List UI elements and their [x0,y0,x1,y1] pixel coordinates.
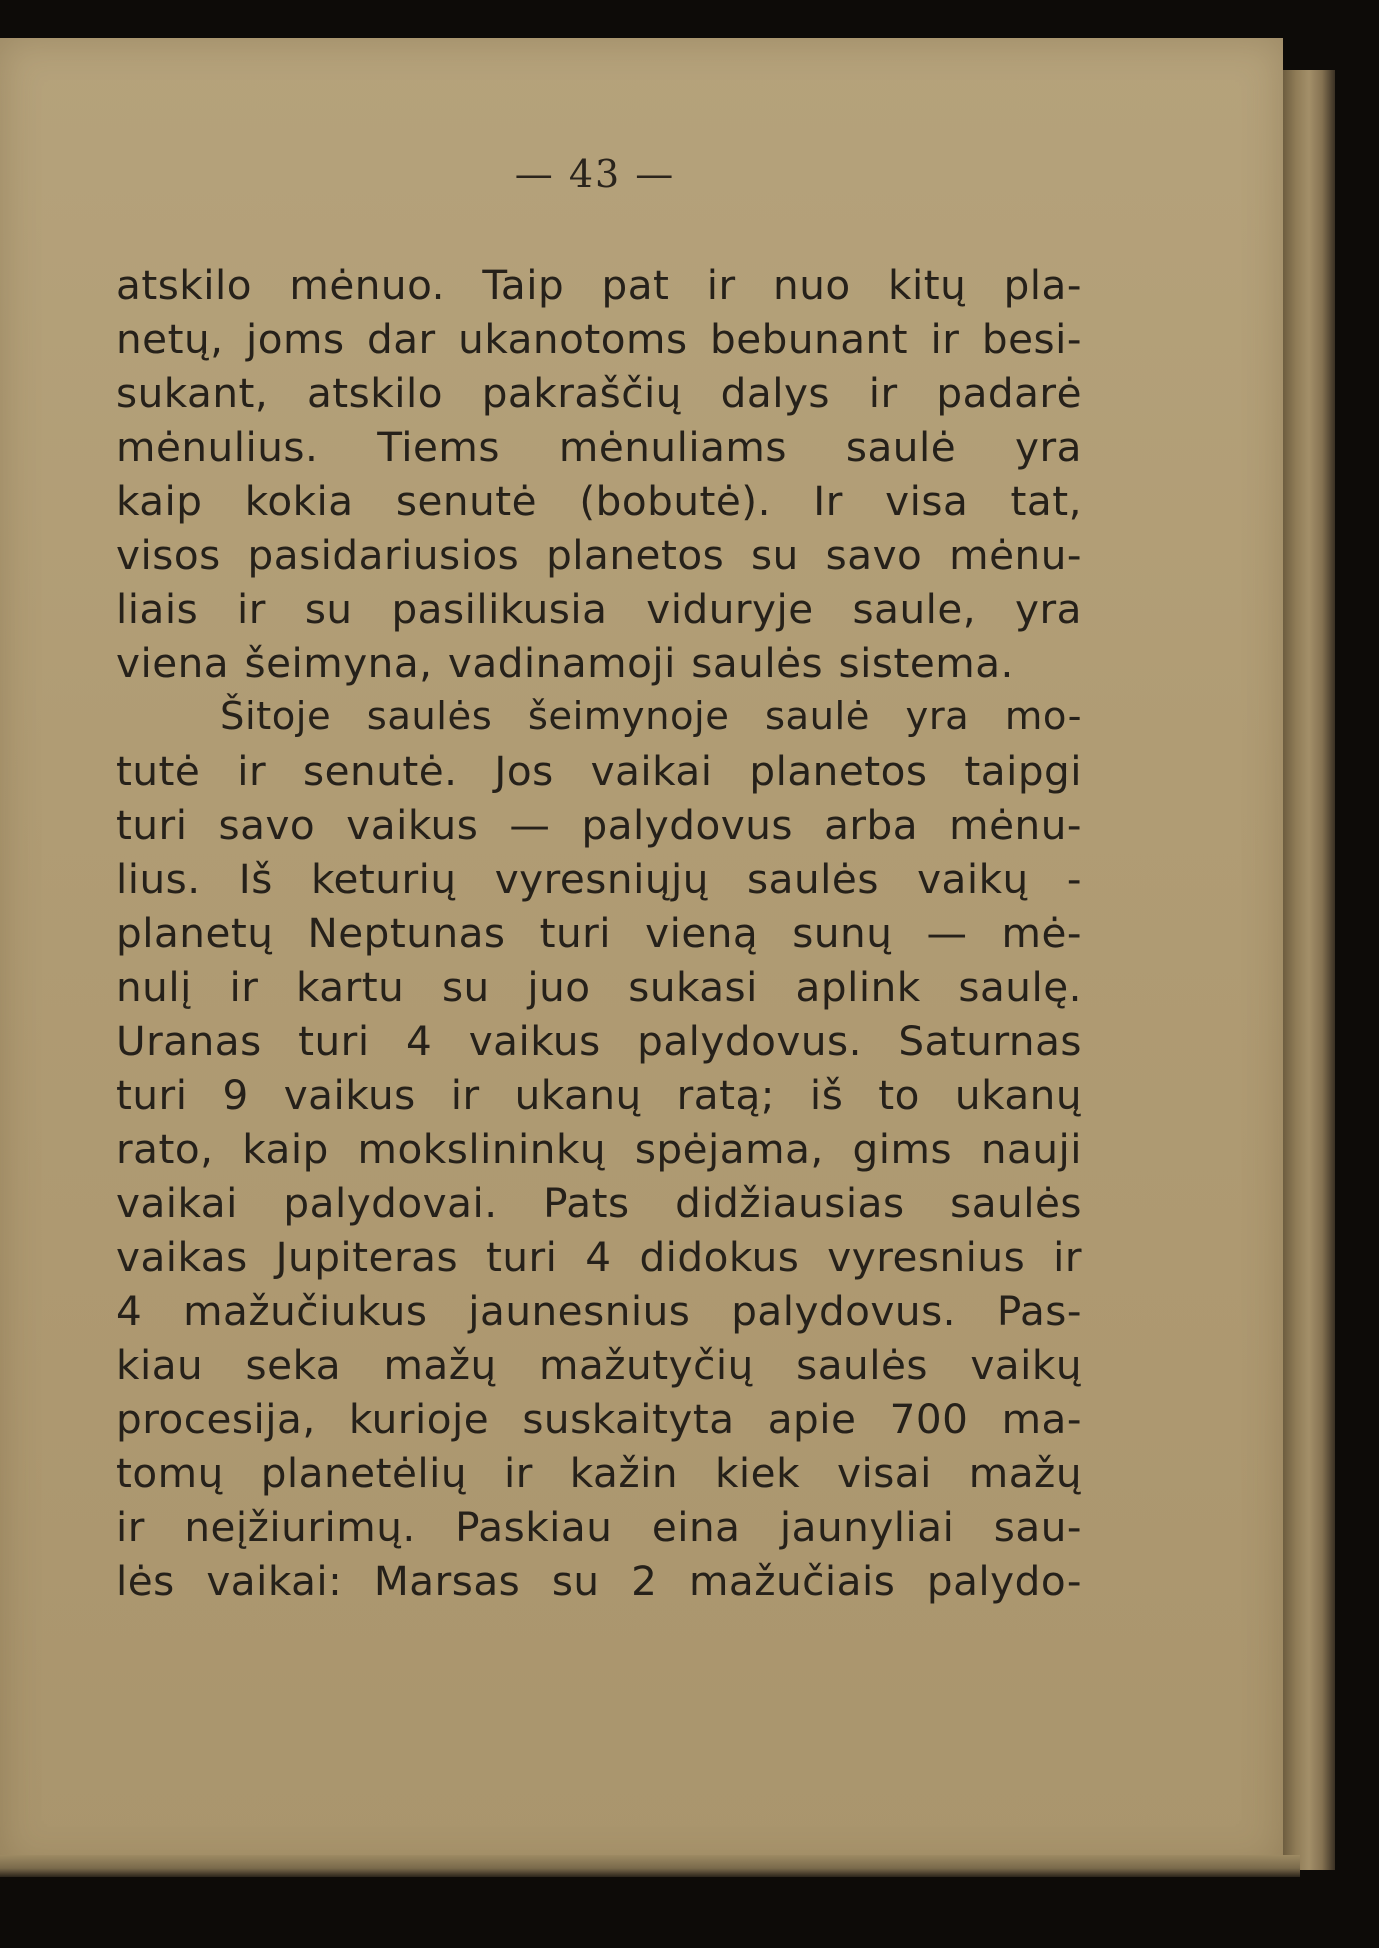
text-line: kaip kokia senutė (bobutė). Ir visa tat, [116,477,1082,525]
page-number: — 43 — [514,152,676,196]
page-bottom-edge [0,1855,1300,1877]
text-line: netų, joms dar ukanotoms bebunant ir besi- [116,315,1082,363]
text-line: lės vaikai: Marsas su 2 mažučiais palydo- [116,1557,1082,1605]
text-line: planetų Neptunas turi vieną sunų — mė- [116,909,1082,957]
text-line: nulį ir kartu su juo sukasi aplink saulę. [116,963,1082,1011]
text-line: atskilo mėnuo. Taip pat ir nuo kitų pla- [116,261,1082,309]
text-line: lius. Iš keturių vyresniųjų saulės vaikų - [116,855,1082,903]
text-line: procesija, kurioje suskaityta apie 700 ma- [116,1395,1082,1443]
text-line: liais ir su pasilikusia viduryje saule, yra [116,585,1082,633]
body-text [116,258,1082,1608]
text-line: ir neįžiurimų. Paskiau eina jaunyliai sau- [116,1503,1082,1551]
text-line: kiau seka mažų mažutyčių saulės vaikų [116,1341,1082,1389]
text-line: turi 9 vaikus ir ukanų ratą; iš to ukanų [116,1071,1082,1119]
text-line: vaikas Jupiteras turi 4 didokus vyresnius ir [116,1233,1082,1281]
text-line: 4 mažučiukus jaunesnius palydovus. Pas- [116,1287,1082,1335]
text-line: mėnulius. Tiems mėnuliams saulė yra [116,423,1082,471]
text-line: tutė ir senutė. Jos vaikai planetos taipgi [116,747,1082,795]
text-line: turi savo vaikus — palydovus arba mėnu- [116,801,1082,849]
text-line: Uranas turi 4 vaikus palydovus. Saturnas [116,1017,1082,1065]
text-line: tomų planetėlių ir kažin kiek visai mažų [116,1449,1082,1497]
text-line: Šitoje saulės šeimynoje saulė yra mo- [220,694,1082,739]
text-line: rato, kaip mokslininkų spėjama, gims nauji [116,1125,1082,1173]
text-line: sukant, atskilo pakraščių dalys ir padarė [116,369,1082,417]
text-line: vaikai palydovai. Pats didžiausias saulės [116,1179,1082,1227]
text-line: viena šeimyna, vadinamoji saulės sistema. [116,639,1014,687]
page-stack-edge [1283,70,1335,1870]
text-line: visos pasidariusios planetos su savo mėnu- [116,531,1082,579]
